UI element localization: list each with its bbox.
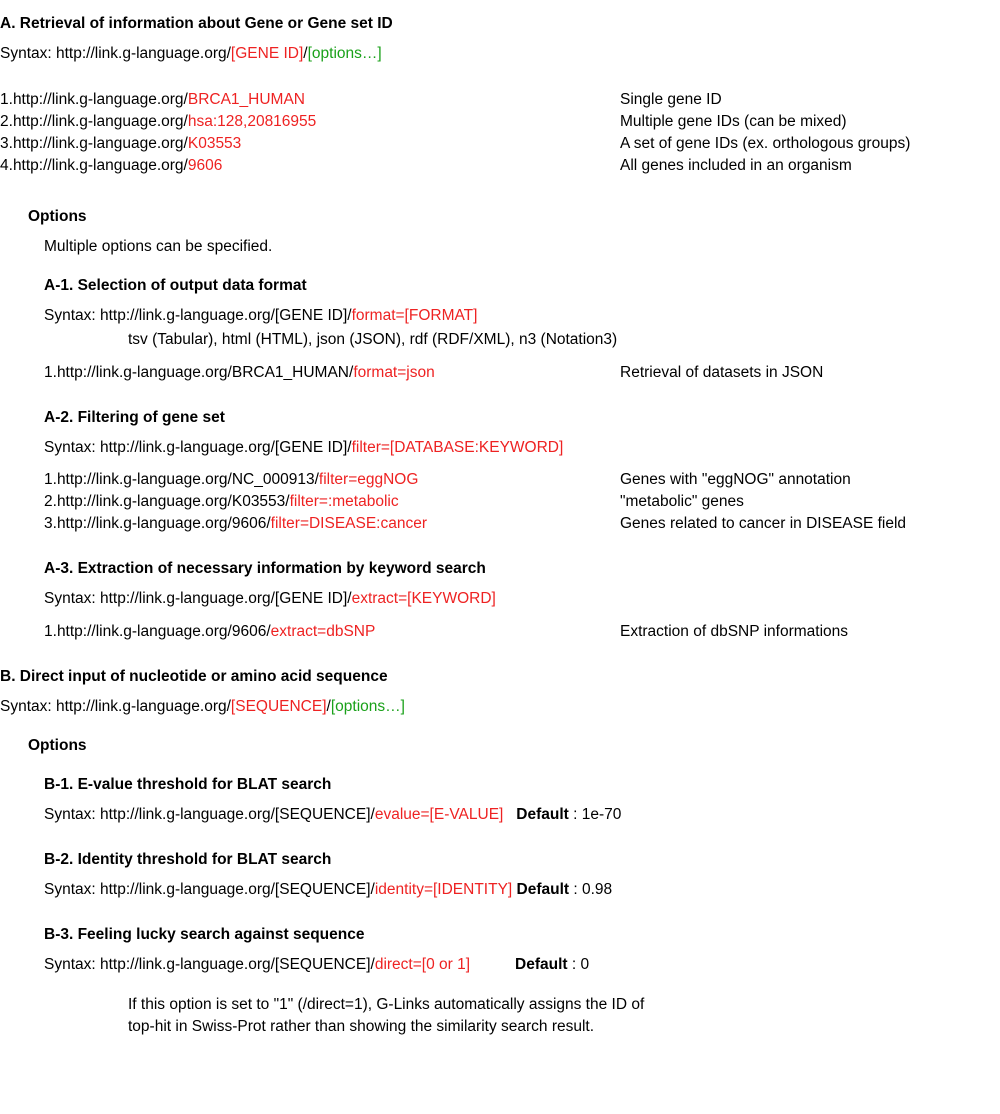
default-label: Default (516, 880, 570, 898)
subsection-a-3 (0, 559, 1000, 643)
subsection-a-3-syntax (0, 589, 1000, 610)
example-url-plain: http://link.g-language.org/9606/ (56, 515, 271, 533)
section-a-options-note: Multiple options can be specified. (44, 237, 273, 255)
example-description: "metabolic" genes (620, 493, 744, 511)
section-a-syntax-geneid: [GENE ID] (230, 44, 304, 62)
example-url-highlight: filter=:metabolic (289, 493, 399, 511)
subsection-b-3 (0, 925, 1000, 1038)
subsection-b-3-note-line-2: top-hit in Swiss-Prot rather than showing the similarity search result. (128, 1017, 595, 1035)
subsection-a-3-heading: A-3. Extraction of necessary information by keyword search (44, 560, 486, 578)
section-b-heading: B. Direct input of nucleotide or amino acid sequence (0, 668, 388, 686)
example-number: 3. (0, 134, 13, 152)
section-a-syntax-slash: / (303, 44, 308, 62)
example-url-plain: http://link.g-language.org/K03553/ (56, 493, 290, 511)
example-url-highlight: BRCA1_HUMAN (187, 90, 305, 108)
example-url-plain: http://link.g-language.org/BRCA1_HUMAN/ (56, 363, 354, 381)
subsection-b-3-syntax (0, 955, 1000, 976)
syntax-prefix: Syntax: http://link.g-language.org/[GENE ID]/ (44, 306, 352, 324)
example-url-highlight: K03553 (187, 134, 242, 152)
example-url-plain: http://link.g-language.org/ (12, 90, 188, 108)
section-a-examples (0, 89, 1000, 177)
example-description: Extraction of dbSNP informations (620, 623, 849, 641)
example-url-plain: http://link.g-language.org/ (12, 156, 188, 174)
section-a-syntax (0, 44, 1000, 65)
section-b-options-label: Options (28, 737, 87, 755)
example-number: 4. (0, 156, 13, 174)
list-item (0, 155, 1000, 177)
subsection-a-2-heading: A-2. Filtering of gene set (44, 408, 225, 426)
subsection-a-1-heading: A-1. Selection of output data format (44, 276, 307, 294)
subsection-b-1 (0, 775, 1000, 826)
example-number: 2. (44, 493, 57, 511)
list-item (0, 513, 1000, 535)
syntax-prefix: Syntax: http://link.g-language.org/[SEQUENCE]/ (44, 955, 375, 973)
subsection-a-2 (0, 408, 1000, 536)
section-b-syntax-prefix: Syntax: http://link.g-language.org/ (0, 698, 231, 716)
subsection-b-2-syntax (0, 880, 1000, 901)
subsection-b-2 (0, 850, 1000, 901)
example-url-plain: http://link.g-language.org/9606/ (56, 623, 271, 641)
list-item (0, 621, 1000, 643)
example-description: Genes with "eggNOG" annotation (620, 471, 851, 489)
default-value: : 1e-70 (573, 805, 622, 823)
example-url-highlight: filter=eggNOG (318, 471, 419, 489)
example-description: A set of gene IDs (ex. orthologous groups) (620, 134, 911, 152)
section-a-heading: A. Retrieval of information about Gene or Gene set ID (0, 15, 393, 32)
syntax-prefix: Syntax: http://link.g-language.org/[GENE ID]/ (44, 590, 352, 608)
list-item (0, 89, 1000, 111)
example-description: Genes related to cancer in DISEASE field (620, 515, 907, 533)
syntax-prefix: Syntax: http://link.g-language.org/[GENE ID]/ (44, 438, 352, 456)
section-a-options-label: Options (28, 207, 87, 225)
subsection-b-2-heading: B-2. Identity threshold for BLAT search (44, 850, 332, 868)
section-b-syntax (0, 697, 1000, 718)
section-b-syntax-slash: / (326, 698, 331, 716)
subsection-a-1-formats: tsv (Tabular), html (HTML), json (JSON), rdf (RDF/XML), n3 (Notation3) (128, 330, 618, 348)
syntax-param: identity=[IDENTITY] (374, 880, 513, 898)
syntax-param: extract=[KEYWORD] (351, 590, 496, 608)
example-number: 2. (0, 112, 13, 130)
subsection-a-1-syntax (0, 306, 1000, 327)
example-url-highlight: extract=dbSNP (270, 623, 376, 641)
example-description: Single gene ID (620, 90, 722, 108)
section-a (0, 14, 1000, 643)
example-url-highlight: format=json (353, 363, 435, 381)
example-url-highlight: 9606 (187, 156, 223, 174)
example-number: 3. (44, 515, 57, 533)
subsection-b-3-note-line-1: If this option is set to "1" (/direct=1), G-Links automatically assigns the ID of (128, 995, 645, 1013)
list-item (0, 133, 1000, 155)
section-b-syntax-options: [options…] (330, 698, 405, 716)
example-url-plain: http://link.g-language.org/NC_000913/ (56, 471, 319, 489)
list-item (0, 362, 1000, 384)
subsection-b-1-syntax (0, 805, 1000, 826)
default-label: Default (516, 805, 569, 823)
list-item (0, 469, 1000, 491)
example-url-highlight: filter=DISEASE:cancer (270, 515, 428, 533)
example-number: 1. (44, 363, 57, 381)
example-url-plain: http://link.g-language.org/ (12, 134, 188, 152)
list-item (0, 491, 1000, 513)
example-description: Retrieval of datasets in JSON (620, 363, 824, 381)
default-value: : 0.98 (573, 880, 613, 898)
example-number: 1. (44, 623, 57, 641)
example-number: 1. (0, 90, 13, 108)
example-description: Multiple gene IDs (can be mixed) (620, 112, 847, 130)
syntax-param: format=[FORMAT] (351, 306, 478, 324)
subsection-a-2-syntax (0, 438, 1000, 459)
example-number: 1. (44, 471, 57, 489)
section-b (0, 667, 1000, 1037)
default-label: Default (515, 955, 568, 973)
syntax-prefix: Syntax: http://link.g-language.org/[SEQUENCE]/ (44, 880, 375, 898)
subsection-a-1 (0, 276, 1000, 384)
syntax-prefix: Syntax: http://link.g-language.org/[SEQUENCE]/ (44, 805, 375, 823)
subsection-b-3-heading: B-3. Feeling lucky search against sequence (44, 925, 365, 943)
syntax-param: filter=[DATABASE:KEYWORD] (351, 438, 564, 456)
section-b-syntax-sequence: [SEQUENCE] (230, 698, 327, 716)
syntax-param: evalue=[E-VALUE] (374, 805, 504, 823)
section-a-syntax-options: [options…] (307, 44, 382, 62)
section-a-syntax-prefix: Syntax: http://link.g-language.org/ (0, 44, 231, 62)
example-description: All genes included in an organism (620, 156, 852, 174)
example-url-plain: http://link.g-language.org/ (12, 112, 188, 130)
list-item (0, 111, 1000, 133)
subsection-b-1-heading: B-1. E-value threshold for BLAT search (44, 776, 332, 794)
syntax-param: direct=[0 or 1] (374, 955, 471, 973)
example-url-highlight: hsa:128,20816955 (187, 112, 317, 130)
default-value: : 0 (571, 955, 590, 973)
